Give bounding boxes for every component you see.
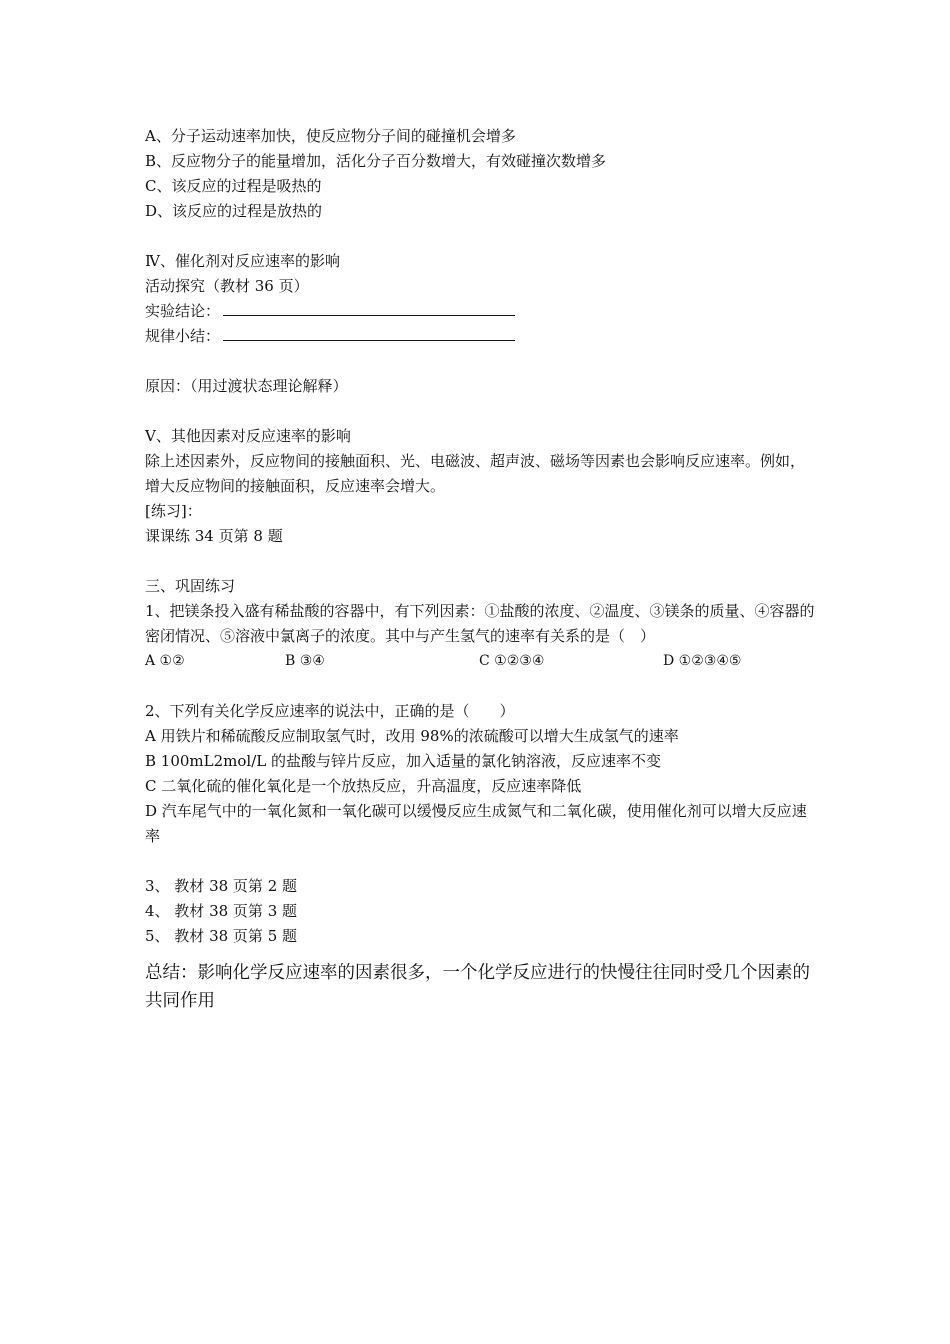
option-c: C、该反应的过程是吸热的	[145, 177, 322, 195]
ref-item: 4、 教材 38 页第 3 题	[145, 902, 298, 920]
q2-option-d: D 汽车尾气中的一氧化氮和一氧化碳可以缓慢反应生成氮气和二氧化碳，使用催化剂可以增大反应速率	[145, 802, 807, 845]
other-factors-heading: Ⅴ、其他因素对反应速率的影响	[145, 427, 351, 445]
option-d: D、该反应的过程是放热的	[145, 202, 323, 220]
q1-option-b: B ③④	[285, 653, 325, 669]
summary-rule-line	[145, 324, 820, 349]
option-a: A、分子运动速率加快，使反应物分子间的碰撞机会增多	[145, 127, 516, 145]
conclusion-blank[interactable]	[223, 301, 515, 316]
practice-ref: 课课练 34 页第 8 题	[145, 527, 283, 545]
q2-option-c: C 二氧化硫的催化氧化是一个放热反应，升高温度，反应速率降低	[145, 777, 582, 795]
summary-paragraph: 总结：影响化学反应速率的因素很多，一个化学反应进行的快慢往往同时受几个因素的共同作用	[145, 963, 810, 1011]
q2-stem: 2、下列有关化学反应速率的说法中，正确的是（ ）	[145, 702, 515, 720]
ref-item: 5、 教材 38 页第 5 题	[145, 927, 298, 945]
q1-option-d: D ①②③④⑤	[663, 653, 742, 669]
q2-option-b: B 100mL2mol/L 的盐酸与锌片反应，加入适量的氯化钠溶液，反应速率不变	[145, 752, 661, 770]
q1-options	[145, 649, 820, 674]
activity-line: 活动探究（教材 36 页）	[145, 277, 309, 295]
consolidation-heading: 三、巩固练习	[145, 577, 236, 595]
reason-line: 原因：（用过渡状态理论解释）	[145, 377, 348, 395]
q2-option-a: A 用铁片和稀硫酸反应制取氢气时，改用 98%的浓硫酸可以增大生成氢气的速率	[145, 727, 679, 745]
document-page	[145, 124, 820, 1015]
q1-stem: 1、把镁条投入盛有稀盐酸的容器中，有下列因素：①盐酸的浓度、②温度、③镁条的质量、④容器的密闭情况、⑤溶液中氯离子的浓度。其中与产生氢气的速率有关系的是（ ）	[145, 602, 815, 645]
ref-item: 3、 教材 38 页第 2 题	[145, 877, 298, 895]
conclusion-label: 实验结论：	[145, 302, 221, 320]
option-b: B、反应物分子的能量增加，活化分子百分数增大，有效碰撞次数增多	[145, 152, 607, 170]
other-factors-text: 除上述因素外，反应物间的接触面积、光、电磁波、超声波、磁场等因素也会影响反应速率。例如，增大反应物间的接触面积，反应速率会增大。	[145, 452, 806, 495]
catalyst-heading: Ⅳ、催化剂对反应速率的影响	[145, 252, 340, 270]
summary-rule-label: 规律小结：	[145, 327, 221, 345]
q1-option-a: A ①②	[145, 653, 185, 669]
q1-option-c: C ①②③④	[479, 653, 545, 669]
summary-rule-blank[interactable]	[223, 326, 515, 341]
conclusion-line	[145, 299, 820, 324]
practice-label: [练习]：	[145, 502, 202, 520]
